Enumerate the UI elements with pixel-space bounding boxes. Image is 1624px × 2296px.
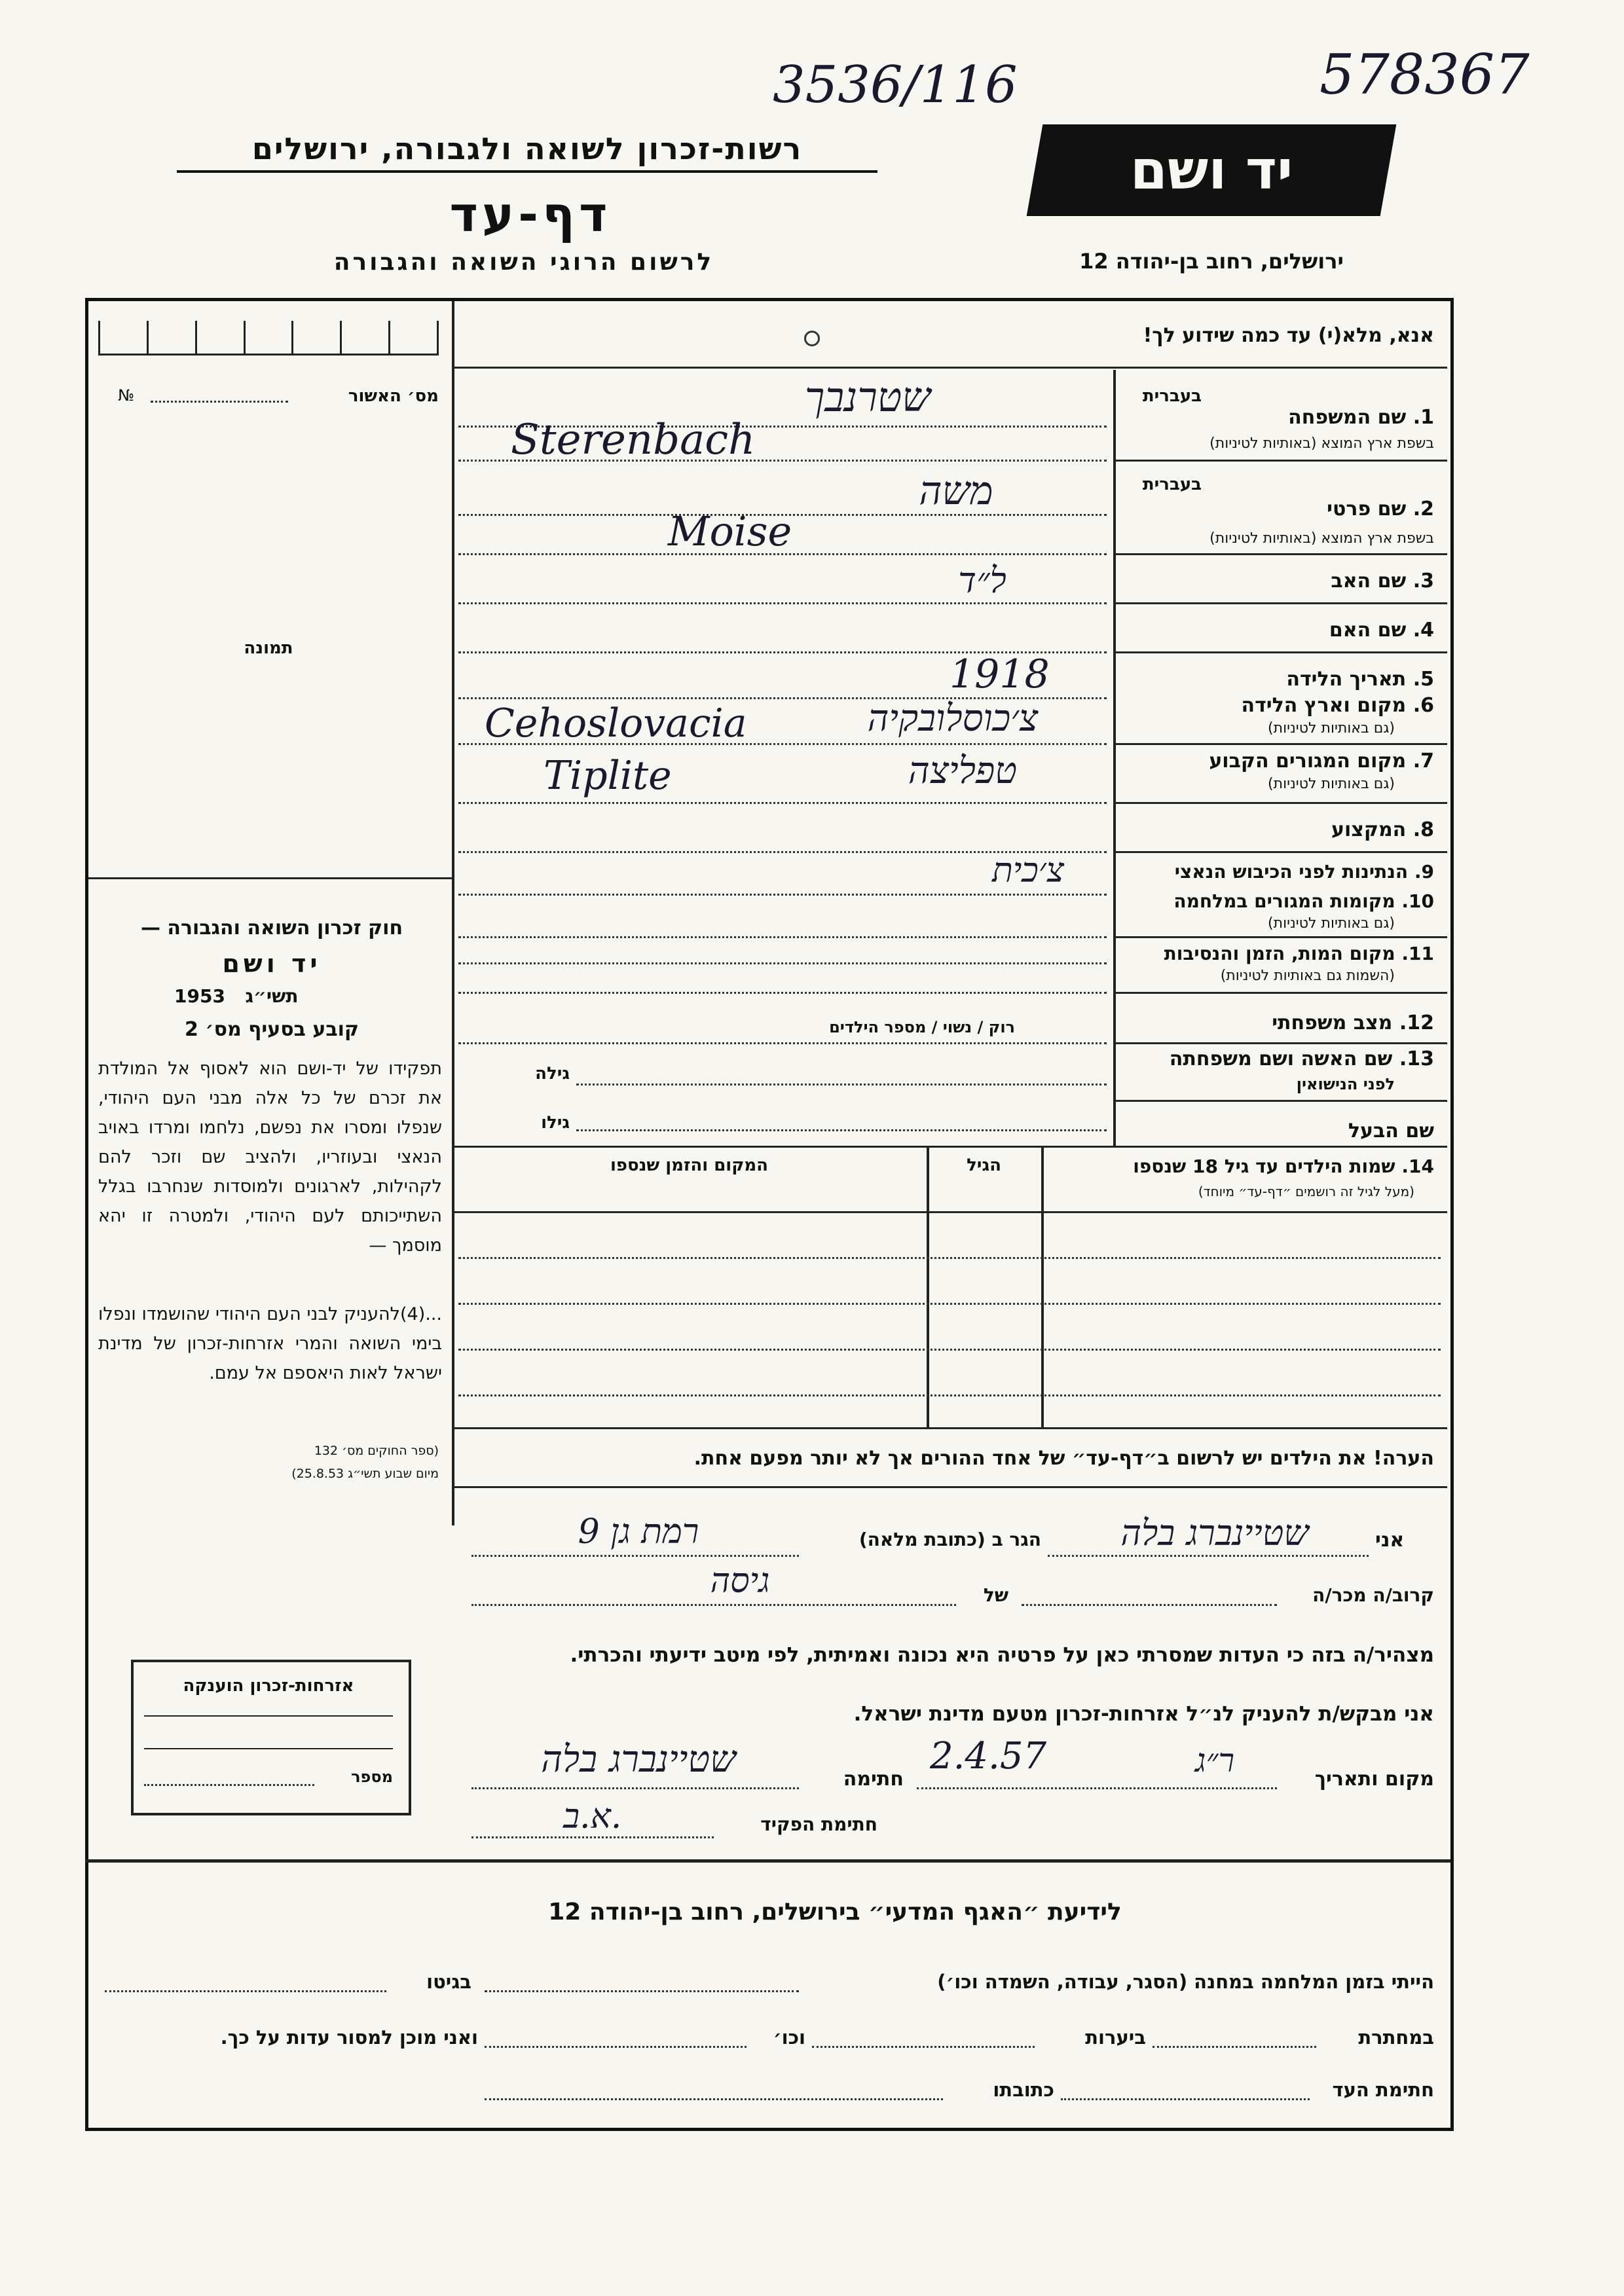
yad-vashem-logo [1027, 124, 1397, 216]
row2-divider [1113, 553, 1447, 555]
archive-etc-label: וכו׳ [773, 2026, 805, 2049]
law-year: 1953 [174, 985, 225, 1007]
archive-camp-line [485, 1990, 799, 1992]
date-value[interactable]: 2.4.57 [930, 1735, 1047, 1777]
archive-testimony-label: ואני מוכן למסור עדות על כך. [220, 2026, 478, 2049]
husband-age-label: גילו [541, 1113, 570, 1133]
relation-of-line [471, 1604, 956, 1606]
marital-status-options: רוק / נשוי / מספר הילדים [829, 1018, 1015, 1036]
archive-line1-label: הייתי בזמן המלחמה במחנה (הסגר, עבודה, השמדה וכו׳) [937, 1971, 1434, 1993]
handwritten-record-number: 578367 [1320, 43, 1530, 107]
signature-line [471, 1787, 799, 1789]
institution-name: רשות-זכרון לשואה ולגבורה, ירושלים [177, 131, 877, 173]
law-title: חוק זכרון השואה והגבורה — [140, 917, 403, 939]
archive-underground-line [1153, 2046, 1316, 2048]
row3-line [458, 602, 1107, 604]
place-date-line [917, 1787, 1277, 1789]
form-title: דף-עד [449, 187, 612, 243]
label-column-divider [1113, 370, 1116, 1146]
photo-label: תמונה [244, 638, 293, 658]
archive-title: לידיעת ״האגף המדעי״ בירושלים, רחוב בן-יהודה 12 [548, 1899, 1122, 1925]
row6-divider [1113, 743, 1447, 745]
relation-line [1022, 1604, 1277, 1606]
children-sublabel: (מעל לגיל זה רושמים ״דף-עד״ מיוחד) [1198, 1184, 1414, 1199]
citizenship-line-2 [144, 1748, 393, 1749]
archive-address-line [485, 2098, 943, 2100]
officer-signature[interactable]: א.ב. [563, 1797, 622, 1836]
children-col-div-2 [1041, 1146, 1044, 1427]
row5-label: 5. תאריך הלידה [1286, 668, 1434, 691]
row1-divider [1113, 460, 1447, 462]
children-note: הערה! את הילדים יש לרשום ב״דף-עד״ של אחד ההורים אך לא יותר מפעם אחת. [693, 1447, 1434, 1470]
place-value[interactable]: ר״ג [1194, 1741, 1235, 1779]
row8-label: 8. המקצוע [1331, 818, 1434, 841]
row9-line [458, 894, 1107, 896]
note-bottom-line [452, 1486, 1447, 1488]
law-name: יד ושם [222, 949, 322, 978]
row7-label: 7. מקום המגורים הקבוע [1209, 750, 1434, 773]
archive-underground-label: במחתרת [1358, 2026, 1434, 2049]
row2-lat-line [458, 553, 1107, 555]
nationality[interactable]: צ׳כית [991, 851, 1065, 890]
child-row-2 [458, 1303, 1441, 1305]
side-column-divider [452, 301, 454, 1525]
archive-etc-line [485, 2046, 747, 2048]
row6-sublabel: (גם באותיות לטיניות) [1268, 720, 1395, 737]
approval-number-line [151, 401, 288, 403]
archive-top-line [85, 1859, 1450, 1863]
row3-divider [1113, 602, 1447, 604]
relation-label: קרוב/ה מכר/ה [1312, 1584, 1434, 1606]
row11b-line [458, 992, 1107, 994]
law-text: תפקידו של יד-ושם הוא לאסוף אל המולדת את זכרם של כל אלה מבני העם היהודי, שנפלו ומסרו את נפשם, נלחמו ומרדו באויב הנאצי ובעוזריו, ולהציב שם וזכר להם לקהילות, לארגונים ולמוסדות שנחרבו בגלל השתייכותם לעם היהודי, ולמטרה זו יהא מוסמך — [98, 1059, 442, 1256]
archive-ghetto-label: בגיטו [426, 1971, 471, 1993]
children-col-div-1 [927, 1146, 929, 1427]
witness-address[interactable]: רמת גן 9 [578, 1512, 699, 1552]
punch-hole [804, 331, 820, 346]
family-name-hebrew[interactable]: שטרנבך [804, 373, 931, 421]
officer-signature-line [471, 1836, 714, 1838]
residence-hebrew[interactable]: טפליצה [908, 750, 1018, 792]
row7-sublabel: (גם באותיות לטיניות) [1268, 776, 1395, 792]
row-husband-label: שם הבעל [1348, 1120, 1434, 1142]
signature-label: חתימה [843, 1768, 904, 1791]
row12-line [458, 1042, 1107, 1044]
intro-bottom-line [452, 367, 1447, 369]
row10-line [458, 936, 1107, 938]
row9-label: 9. הנתינות לפני הכיבוש הנאצי [1174, 861, 1434, 883]
first-name-latin[interactable]: Moise [668, 507, 792, 555]
officer-signature-label: חתימת הפקיד [760, 1813, 877, 1835]
row1-label: 1. שם המשפחה [1288, 406, 1434, 429]
gazette-reference: (ספר החוקים מס׳ 132 [314, 1444, 439, 1458]
family-name-latin[interactable]: Sterenbach [511, 416, 756, 464]
place-date-label: מקום ותאריך [1314, 1768, 1434, 1791]
row3-label: 3. שם האב [1331, 570, 1434, 592]
row1-lat-line [458, 460, 1107, 462]
row7-divider [1113, 802, 1447, 804]
row11-sublabel: (השמות גם באותיות לטיניות) [1220, 968, 1395, 984]
archive-forests-line [812, 2046, 1035, 2048]
row10-label: 10. מקומות המגורים במלחמה [1173, 890, 1434, 912]
archive-address-label: כתובתו [993, 2079, 1054, 2101]
row6-label: 6. מקום וארץ הלידה [1241, 694, 1434, 717]
witness-name[interactable]: שטיינברג בלה [1120, 1512, 1309, 1554]
address: ירושלים, רחוב בן-יהודה 12 [1079, 249, 1344, 274]
row13-sublabel: לפני הנישואין [1296, 1075, 1395, 1093]
form-subtitle: לרשום הרוגי השואה והגבורה [333, 249, 714, 276]
handwritten-file-number: 3536/116 [773, 56, 1018, 115]
relation-value[interactable]: גיסה [710, 1561, 770, 1601]
archive-forests-label: ביערות [1085, 2026, 1146, 2049]
child-row-4 [458, 1394, 1441, 1396]
row2-sublabel: בשפת ארץ המוצא (באותיות לטיניות) [1209, 530, 1434, 547]
row2-label: 2. שם פרטי [1327, 498, 1434, 520]
row11a-line [458, 962, 1107, 964]
row13-label: 13. שם האשה ושם משפחתה [1169, 1048, 1434, 1070]
birth-date[interactable]: 1918 [950, 651, 1050, 697]
law-year-heb-text: תשי״ג [245, 985, 299, 1007]
row13-divider [1113, 1100, 1447, 1102]
father-name[interactable]: ל״ד [958, 560, 1006, 601]
row11-divider [1113, 992, 1447, 994]
approval-number-suffix: № [118, 386, 134, 405]
archive-witness-sig-line [1061, 2098, 1310, 2100]
citizenship-box-title: אזרחות-זכרון הוענקה [183, 1676, 354, 1696]
in-hebrew-label-1: בעברית [1142, 386, 1202, 406]
citizenship-number-line [144, 1784, 314, 1786]
of-label: של [983, 1584, 1008, 1606]
children-bottom-line [452, 1427, 1447, 1429]
children-header-line [452, 1211, 1447, 1213]
approval-number-label: מס׳ האשור [348, 386, 439, 406]
row7-line [458, 802, 1107, 804]
children-top-line [452, 1146, 1447, 1148]
residing-label: הגר ב (כתובת מלאה) [858, 1529, 1041, 1550]
archive-ghetto-line [105, 1990, 386, 1992]
archive-witness-sig-label: חתימת העד [1332, 2079, 1434, 2101]
row-husband-line [576, 1129, 1107, 1131]
children-age-header: הגיל [967, 1156, 1001, 1175]
declaration-statement: מצהיר/ה בזה כי העדות שמסרתי כאן על פרטיה היא נכונה ואמיתית, לפי מיטב ידיעתי והכרתי. [570, 1643, 1434, 1667]
children-place-header: המקום והזמן שנספו [610, 1156, 769, 1175]
witness-name-line [1048, 1555, 1369, 1557]
row13-line [576, 1084, 1107, 1085]
row8-divider [1113, 851, 1447, 853]
row11-label: 11. מקום המות, הזמן והנסיבות [1164, 943, 1434, 964]
gazette-date: מיום שבוע תשי״ג 25.8.53) [291, 1467, 439, 1481]
child-row-3 [458, 1349, 1441, 1351]
children-label: 14. שמות הילדים עד גיל 18 שנספו [1133, 1156, 1434, 1177]
form-intro: אנא, מלא(י) עד כמה שידוע לך! [1143, 324, 1434, 347]
child-row-1 [458, 1257, 1441, 1259]
citizenship-line-1 [144, 1715, 393, 1717]
photo-area-bottom [88, 877, 452, 879]
row4-divider [1113, 651, 1447, 653]
birth-place-latin[interactable]: Cehoslovacia [485, 701, 747, 746]
row12-divider [1113, 1042, 1447, 1044]
row10-sublabel: (גם באותיות לטיניות) [1268, 915, 1395, 932]
law-section: קובע בסעיף מס׳ 2 [184, 1018, 360, 1041]
row4-label: 4. שם האם [1329, 619, 1434, 642]
declaration-ani: אני [1375, 1529, 1405, 1552]
row10-divider [1113, 936, 1447, 938]
row6-line [458, 743, 1107, 745]
birth-place-hebrew[interactable]: צ׳כוסלובקיה [867, 697, 1039, 740]
approval-number-boxes [98, 321, 439, 355]
row12-label: 12. מצב משפחתי [1272, 1011, 1434, 1034]
residence-latin[interactable]: Tiplite [544, 753, 672, 799]
address-line [471, 1555, 799, 1557]
first-name-hebrew[interactable]: משה [919, 468, 993, 514]
witness-signature[interactable]: שטיינברג בלה [541, 1738, 736, 1781]
row1-sublabel: בשפת ארץ המוצא (באותיות לטיניות) [1209, 435, 1434, 452]
wife-age-label: גילה [535, 1064, 570, 1084]
citizenship-number-label: מספר [351, 1768, 393, 1786]
in-hebrew-label-2: בעברית [1142, 475, 1202, 494]
logo-text: יד ושם [1130, 139, 1293, 202]
law-text-continued: ...(4)להעניק לבני העם היהודי שהושמדו ונפלו בימי השואה והמרי אזרחות-זכרון של מדינת ישראל לאות היאספם אל עמם. [98, 1304, 442, 1383]
declaration-request: אני מבקש/ת להעניק לנ״ל אזרחות-זכרון מטעם מדינת ישראל. [853, 1702, 1434, 1726]
